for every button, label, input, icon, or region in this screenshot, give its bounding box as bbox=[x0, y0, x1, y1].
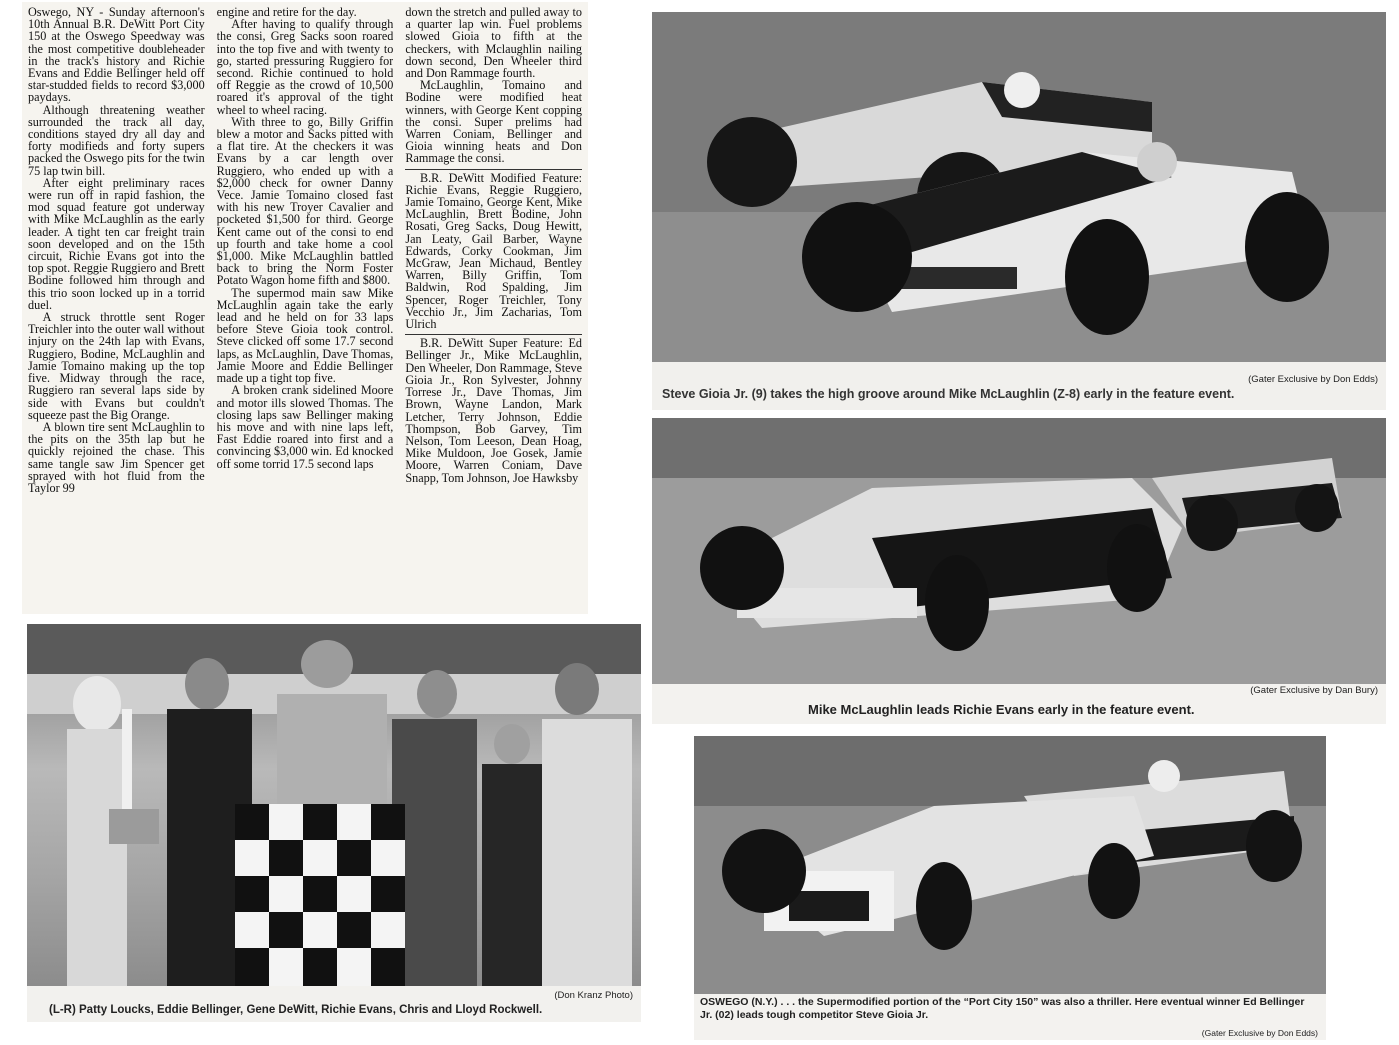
bottom-photo-frame bbox=[694, 736, 1326, 1040]
photo-credit: (Gater Exclusive by Don Edds) bbox=[1201, 1028, 1318, 1038]
paragraph: down the stretch and pulled away to a quarter lap win. Fuel problems slowed Gioia to fifth at the checkers, with Mclaughlin nailing down second, Den Wheeler third and Don Rammage fourth. bbox=[405, 6, 583, 81]
race-illustration bbox=[652, 12, 1386, 362]
paragraph: A struck throttle sent Roger Treichler into the outer wall without injury on the 24th lap with Evans, Ruggiero, Bodine, McLaughlin and Jamie Tomaino making up the top five. Midway through the race, Ruggiero ran several laps side by side with Evans but couldn't squeeze past the Big Orange. bbox=[28, 310, 205, 422]
race-photo-gioia bbox=[652, 12, 1386, 362]
photo-caption: Mike McLaughlin leads Richie Evans early in the feature event. bbox=[808, 702, 1195, 717]
victory-lane-photo bbox=[27, 624, 641, 986]
divider bbox=[405, 334, 582, 335]
photo-credit: (Don Kranz Photo) bbox=[554, 990, 633, 1001]
article-column-3 bbox=[405, 6, 582, 614]
results-modified: B.R. DeWitt Modified Feature: Richie Evans, Reggie Ruggiero, Jamie Tomaino, George Kent, Mike McLaughlin, Brett Bodine, John Rosati, Greg Sacks, Doug Hewitt, Jan Leaty, Gail Barber, Wayne Edwards, Corky Cookman, Jim McGraw, Jean Michaud, Bentley Warren, Billy Griffin, Tom Baldwin, Rod Spalding, Jim Spencer, Roger Treichler, Tony Vecchio Jr., Jim Zacharias, Tom Ulrich bbox=[405, 170, 583, 332]
article-columns bbox=[22, 2, 588, 614]
race-illustration bbox=[694, 736, 1326, 994]
photo-credit: (Gater Exclusive by Don Edds) bbox=[1248, 374, 1378, 385]
photo-caption: OSWEGO (N.Y.) . . . the Supermodified portion of the “Port City 150” was also a thriller. Here eventual winner Ed Bellinger Jr. (02) leads tough competitor Steve Gioia Jr. bbox=[700, 996, 1305, 1021]
victory-photo-frame bbox=[27, 624, 641, 1022]
paragraph: A broken crank sidelined Moore and motor ills slowed Thomas. The closing laps saw Bellinger making his move and with nine laps left, Fast Eddie roared into first and a convincing $3,000 win. Ed knocked off some torrid 17.5 second laps bbox=[216, 383, 394, 471]
paragraph: McLaughlin, Tomaino and Bodine were modified heat winners, with George Kent copping the consi. Super prelims had Warren Coniam, Bellinger and Gioia winning heats and Don Rammage the consi. bbox=[405, 78, 583, 166]
photo-credit: (Gater Exclusive by Dan Bury) bbox=[1250, 685, 1378, 696]
race-photo-mclaughlin bbox=[652, 418, 1386, 684]
race-photo-bellinger bbox=[694, 736, 1326, 994]
race-illustration bbox=[652, 418, 1386, 684]
top-photo-frame bbox=[652, 12, 1386, 410]
middle-photo-frame bbox=[652, 418, 1386, 724]
results-super: B.R. DeWitt Super Feature: Ed Bellinger Jr., Mike McLaughlin, Den Wheeler, Don Rammage, Steve Gioia Jr., Ron Sylvester, Johnny Torrese Jr., Dave Thomas, Jim Brown, Wayne Landon, Mark Letcher, Terry Johnson, Eddie Thompson, Bob Garvey, Tim Nelson, Tom Leeson, Dean Hoag, Mike Muldoon, Joe Gosek, Jamie Moore, Warren Coniam, Dave Snapp, Tom Johnson, Joe Hawksby bbox=[405, 336, 583, 485]
paragraph: After eight preliminary races were run off in rapid fashion, the mod squad feature got underway with Mike McLaughlin as the early leader. A tight ten car freight train soon developed and on the 15th circuit, Richie Evans got into the top spot. Reggie Ruggiero and Brett Bodine followed him through and this trio soon locked up in a torrid duel. bbox=[28, 175, 205, 312]
paragraph: Oswego, NY - Sunday afternoon's 10th Annual B.R. DeWitt Port City 150 at the Oswego Speedway was the most competitive doubleheader in the track's history and Richie Evans and Eddie Bellinger held off star-studded fields to record $3,000 paydays. bbox=[28, 6, 205, 105]
article-column-1 bbox=[28, 6, 205, 614]
paragraph: With three to go, Billy Griffin blew a motor and Sacks pitted with a flat tire. At the checkers it was Evans by a car length over Ruggiero, who ended up with a $2,000 check for owner Danny Vece. Jamie Tomaino closed fast with his new Troyer Cavalier and pocketed $1,500 for third. George Kent came out of the consi to end up fourth and take home a cool $1,000. Mike McLaughlin battled back to bring the Norm Foster Potato Wagon home fifth and $800. bbox=[216, 114, 394, 288]
divider bbox=[405, 169, 582, 170]
paragraph: engine and retire for the day. bbox=[216, 6, 357, 19]
photo-caption: (L-R) Patty Loucks, Eddie Bellinger, Gene DeWitt, Richie Evans, Chris and Lloyd Rockwell. bbox=[49, 1004, 543, 1016]
article-text bbox=[22, 2, 588, 614]
paragraph: After having to qualify through the consi, Greg Sacks soon roared into the top five and with twenty to go, started pressuring Ruggiero for second. Richie continued to hold off Reggie as the crowd of 10,500 roared it's approval of the tight wheel to wheel racing. bbox=[216, 17, 394, 117]
paragraph: A blown tire sent McLaughlin to the pits on the 35th lap but he quickly rejoined the chase. This same tangle saw Jim Spencer get sprayed with hot fluid from the Taylor 99 bbox=[28, 419, 205, 495]
victory-illustration bbox=[27, 624, 641, 986]
paragraph: The supermod main saw Mike McLaughlin again take the early lead and he held on for 33 laps before Steve Gioia took control. Steve clicked off some 17.7 second laps, as McLaughlin, Dave Thomas, Jamie Moore and Eddie Bellinger made up a tight top five. bbox=[216, 285, 394, 386]
paragraph: Although threatening weather surrounded the track all day, conditions stayed dry all day and forty modifieds and forty supers packed the Oswego pits for the twin 75 lap twin bill. bbox=[28, 102, 205, 178]
checkered-flag bbox=[235, 804, 405, 986]
article-column-2 bbox=[217, 6, 394, 614]
photo-caption: Steve Gioia Jr. (9) takes the high groove around Mike McLaughlin (Z-8) early in the feature event. bbox=[662, 387, 1235, 401]
